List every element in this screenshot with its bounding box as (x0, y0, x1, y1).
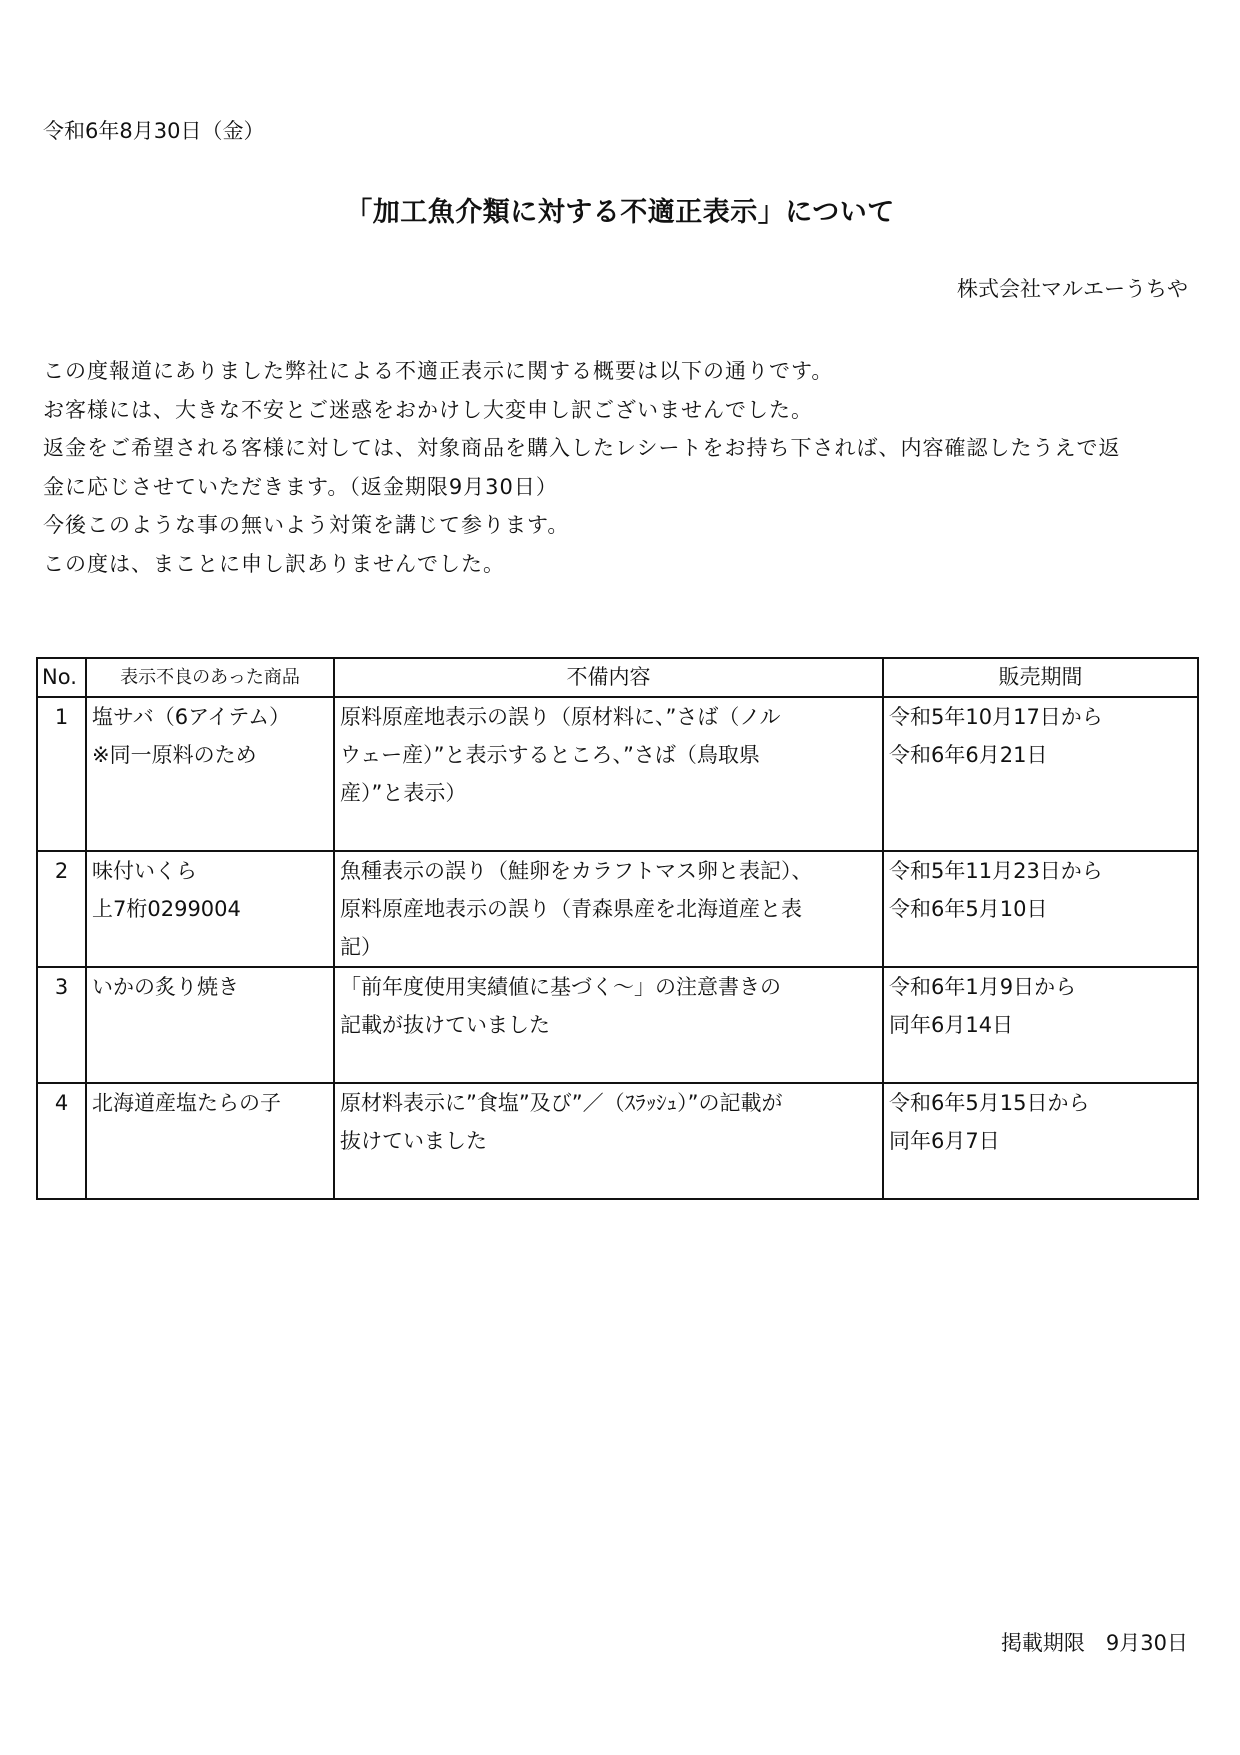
content-line: 原材料表示に”食塩”及び”／（ｽﾗｯｼｭ）”の記載が (340, 1091, 783, 1115)
document-date: 令和6年8月30日（金） (43, 119, 265, 143)
content-line: 原料原産地表示の誤り（青森県産を北海道産と表 (340, 897, 802, 921)
product-cell (86, 967, 334, 1083)
content-line: ウェー産）”と表示するところ、”さば（鳥取県 (340, 743, 760, 767)
content-line: 魚種表示の誤り（鮭卵をカラフトマス卵と表記）、 (340, 859, 813, 883)
content-cell (334, 1083, 883, 1199)
product-line: いかの炙り焼き (92, 975, 239, 999)
product-line: 塩サバ（6アイテム） (92, 705, 291, 729)
company-name: 株式会社マルエーうちや (957, 277, 1188, 301)
product-cell (86, 851, 334, 967)
product-line: 上7桁0299004 (92, 897, 241, 921)
period-line: 令和5年10月17日から (889, 705, 1103, 729)
header-no: No. (37, 658, 86, 697)
content-line: 原料原産地表示の誤り（原材料に、”さば（ノル (340, 705, 781, 729)
period-cell (883, 967, 1198, 1083)
table-row (37, 697, 1198, 851)
content-line: 記載が抜けていました (340, 1013, 550, 1037)
period-line: 同年6月7日 (889, 1129, 1000, 1153)
content-line: 記） (340, 935, 382, 959)
product-line: ※同一原料のため (92, 743, 257, 767)
content-line: 産）”と表示） (340, 781, 467, 805)
body-paragraph: 今後このような事の無いよう対策を講じて参ります。 (43, 513, 570, 537)
product-cell (86, 697, 334, 851)
table-row (37, 967, 1198, 1083)
content-cell (334, 967, 883, 1083)
period-line: 令和5年11月23日から (889, 859, 1103, 883)
improper-labeling-table (36, 657, 1199, 1200)
period-line: 令和6年1月9日から (889, 975, 1077, 999)
table-header-row (37, 658, 1198, 697)
table-row (37, 851, 1198, 967)
document-title: 「加工魚介類に対する不適正表示」について (345, 197, 895, 228)
content-line: 抜けていました (340, 1129, 487, 1153)
row-number: 4 (37, 1083, 86, 1199)
body-text (43, 352, 1193, 583)
row-number: 3 (37, 967, 86, 1083)
header-period: 販売期間 (883, 658, 1198, 697)
body-paragraph: 金に応じさせていただきます。（返金期限9月30日） (43, 474, 558, 499)
posting-deadline: 掲載期限 9月30日 (1000, 1631, 1188, 1655)
content-cell (334, 851, 883, 967)
product-cell (86, 1083, 334, 1199)
period-line: 令和6年6月21日 (889, 743, 1048, 767)
product-line: 味付いくら (92, 859, 197, 883)
period-line: 令和6年5月15日から (889, 1091, 1090, 1115)
period-line: 令和6年5月10日 (889, 897, 1048, 921)
period-cell (883, 1083, 1198, 1199)
product-line: 北海道産塩たらの子 (92, 1091, 281, 1115)
body-paragraph: お客様には、大きな不安とご迷惑をおかけし大変申し訳ございませんでした。 (43, 397, 813, 422)
table-row (37, 1083, 1198, 1199)
header-content: 不備内容 (334, 658, 883, 697)
body-paragraph: この度報道にありました弊社による不適正表示に関する概要は以下の通りです。 (43, 359, 834, 383)
period-line: 同年6月14日 (889, 1013, 1014, 1037)
body-paragraph: この度は、まことに申し訳ありませんでした。 (43, 551, 505, 576)
header-product: 表示不良のあった商品 (86, 658, 334, 697)
body-paragraph: 返金をご希望される客様に対しては、対象商品を購入したレシートをお持ち下されば、内容確認したうえで返 (43, 436, 1121, 460)
period-cell (883, 697, 1198, 851)
row-number: 2 (37, 851, 86, 967)
row-number: 1 (37, 697, 86, 851)
content-cell (334, 697, 883, 851)
content-line: 「前年度使用実績値に基づく～」の注意書きの (340, 975, 781, 999)
period-cell (883, 851, 1198, 967)
